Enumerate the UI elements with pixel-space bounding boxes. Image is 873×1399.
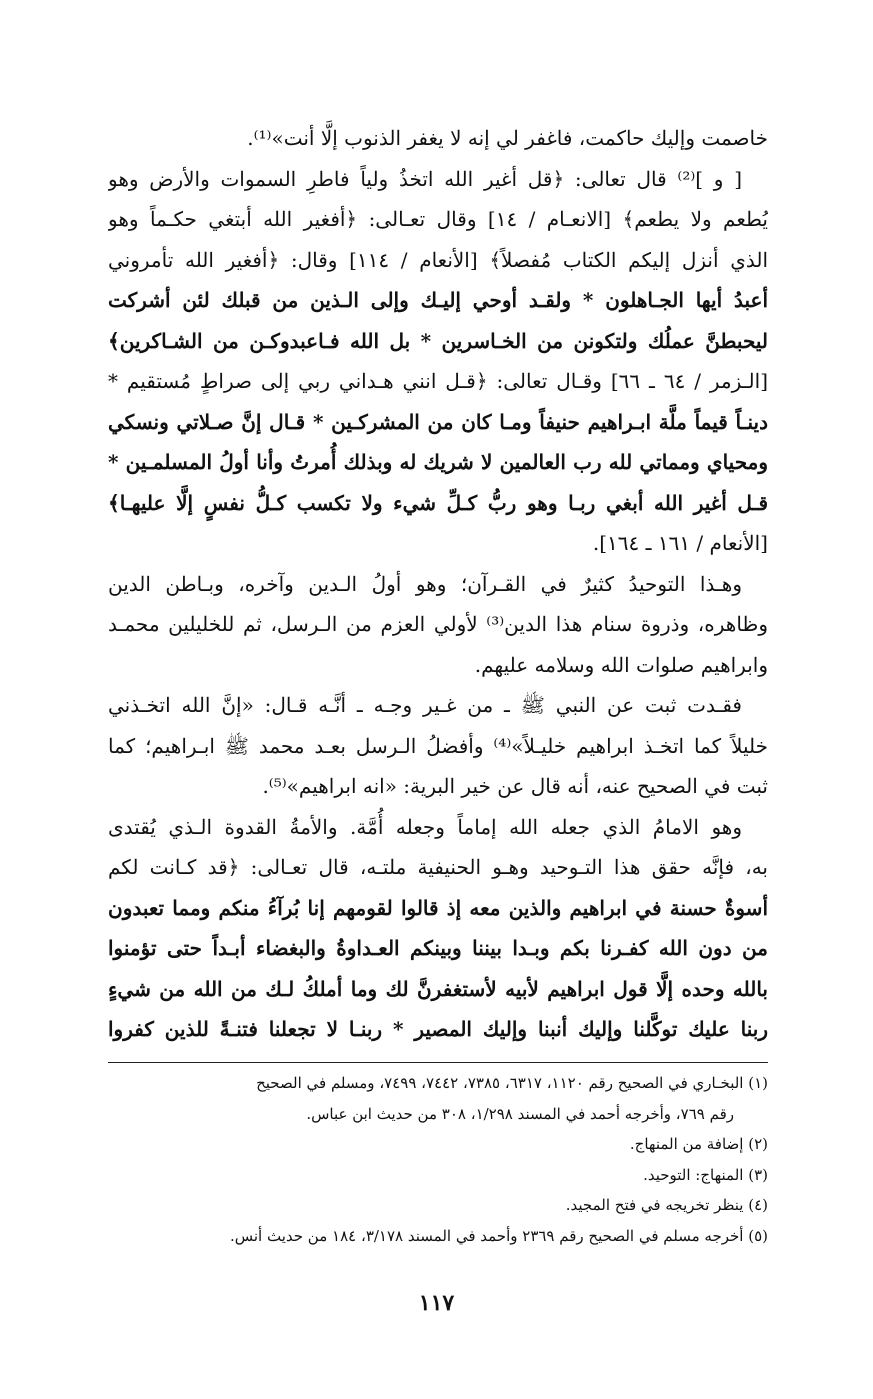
footnote: (١) البخـاري في الصحيح رقم ١١٢٠، ٦٣١٧، ٧٣٨٥، ٧٤٤٢، ٧٤٩٩، ومسلم في الصحيح — [256, 1074, 768, 1092]
body-line: وهو الامامُ الذي جعله الله إماماً وجعله أُمَّة. والأمةُ القدوة الـذي يُقتدى — [108, 814, 742, 839]
footnote-separator — [108, 1062, 768, 1063]
body-line: فقـدت ثبت عن النبي ﷺ ـ من غـير وجـه ـ أنَّـه قـال: «إنَّ الله اتخـذني — [108, 693, 742, 717]
body-line: خاصمت وإليك حاكمت، فاغفر لي إنه لا يغفر الذنوب إلَّا أنت»⁽¹⁾. — [247, 126, 768, 150]
body-line: قـل أغير الله أبغي ربـا وهو ربُّ كـلِّ شيء ولا تكسب كـلُّ نفسٍ إلَّا عليهـا﴾ — [108, 490, 768, 515]
main-text-block — [108, 118, 768, 1050]
body-line: ثبت في الصحيح عنه، أنه قال عن خير البرية: «انه ابراهيم»⁽⁵⁾. — [262, 774, 768, 798]
body-line: وهـذا التوحيدُ كثيرٌ في القـرآن؛ وهو أولُ الـدين وآخره، وبـاطن الدين — [108, 571, 742, 596]
footnotes-block — [108, 1068, 768, 1251]
footnote: (٢) إضافة من المنهاج. — [629, 1135, 768, 1153]
body-line: ربنا عليك توكَّلنا وإليك أنبنا وإليك المصير * ربنـا لا تجعلنا فتنـةً للذين كفروا — [108, 1017, 768, 1041]
footnote: (٥) أخرجه مسلم في الصحيح رقم ٢٣٦٩ وأحمد في المسند ٣/١٧٨، ١٨٤ من حديث أنس. — [229, 1226, 768, 1245]
body-line: بالله وحده إلَّا قول ابراهيم لأبيه لأستغفرنَّ لك وما أملكُ لـك من الله من شيءٍ — [108, 976, 768, 1001]
body-line: ليحبطنَّ عملُك ولتكونن من الخـاسرين * بل الله فـاعبدوكـن من الشـاكرين﴾ — [108, 328, 768, 353]
body-line: من دون الله كفـرنا بكم وبـدا بيننا وبينكم العـداوةُ والبغضاء أبـداً حتى تؤمنوا — [108, 936, 768, 960]
body-line: الذي أنزل إليكم الكتاب مُفصلاً﴾ [الأنعام / ١١٤] وقال: ﴿أفغير الله تأمروني — [108, 247, 768, 272]
body-line: ومحياي ومماتي لله رب العالمين لا شريك له وبذلك أُمرتُ وأنا أولُ المسلمـين * — [108, 450, 768, 474]
body-line: وظاهره، وذروة سنام هذا الدين⁽³⁾ لأولي العزم من الـرسل، ثم للخليلين محمـد — [108, 612, 768, 636]
footnote: رقم ٧٦٩، وأخرجه أحمد في المسند ١/٢٩٨، ٣٠٨ من حديث ابن عباس. — [306, 1104, 734, 1123]
body-line: دينـاً قيماً ملَّة ابـراهيم حنيفاً ومـا كان من المشركـين * قـال إنَّ صـلاتي ونسكي — [108, 409, 768, 434]
body-line: وابراهيم صلوات الله وسلامه عليهم. — [474, 652, 768, 677]
page-number: ١١٧ — [418, 1290, 455, 1316]
body-line: [ و ]⁽²⁾ قال تعالى: ﴿قل أغير الله اتخذُ ولياً فاطرِ السموات والأرض وهو — [108, 166, 742, 191]
footnote: (٣) المنهاج: التوحيد. — [643, 1165, 768, 1184]
body-line: خليلاً كما اتخـذ ابراهيم خليـلاً»⁽⁴⁾ وأفضلُ الـرسل بعـد محمد ﷺ ابـراهيم؛ كما — [108, 733, 768, 758]
body-line: به، فإنَّه حقق هذا التـوحيد وهـو الحنيفية ملتـه، قال تعـالى: ﴿قد كـانت لكم — [108, 855, 768, 879]
body-line: [الأنعام / ١٦١ ـ ١٦٤]. — [592, 531, 768, 555]
body-line: أعبدُ أيها الجـاهلون * ولقـد أوحي إليـك وإلى الـذين من قبلك لئن أشركت — [108, 288, 768, 312]
body-line: أسوةٌ حسنة في ابراهيم والذين معه إذ قالوا لقومهم إنا بُرآءُ منكم ومما تعبدون — [108, 895, 768, 920]
body-line: [الـزمر / ٦٤ ـ ٦٦] وقـال تعالى: ﴿قـل انني هـداني ربي إلى صراطٍ مُستقيم * — [108, 369, 768, 393]
body-line: يُطعم ولا يطعم﴾ [الانعـام / ١٤] وقال تعـالى: ﴿أفغير الله أبتغي حكـماً وهو — [108, 207, 768, 231]
footnote: (٤) ينظر تخريجه في فتح المجيد. — [565, 1196, 768, 1214]
